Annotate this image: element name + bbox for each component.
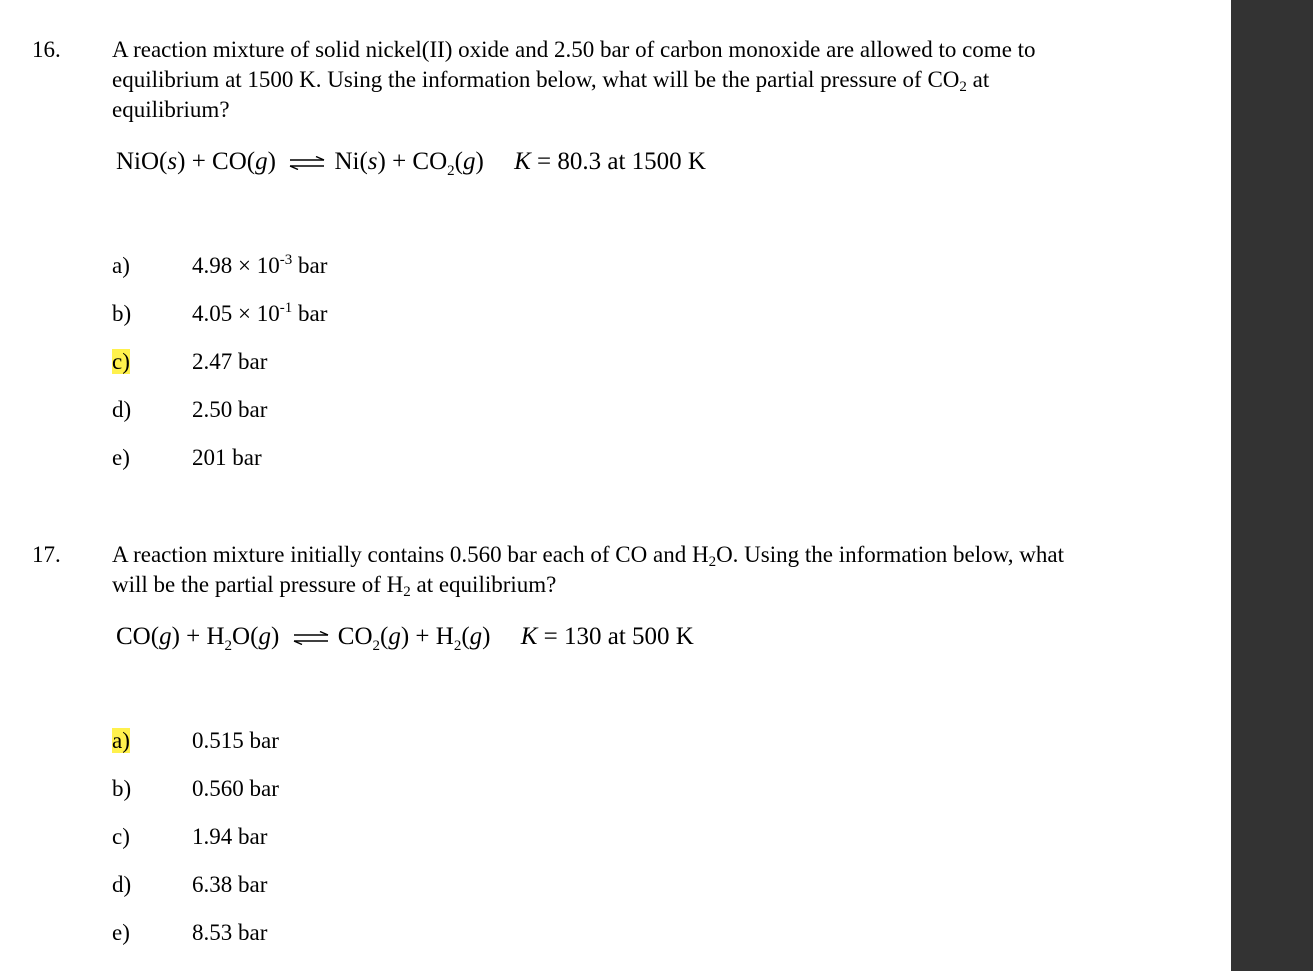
option-value: $4.98 \times 10^{-3}$ bar <box>192 252 328 278</box>
option-value: 6.38 bar <box>192 872 268 897</box>
option-value: 1.94 bar <box>192 824 268 849</box>
equilibrium-arrow-icon <box>288 156 326 170</box>
option-value: 8.53 bar <box>192 920 268 945</box>
option-letter-highlighted: c) <box>112 349 130 374</box>
viewer-side-panel <box>1231 0 1313 971</box>
option-letter: b) <box>112 301 132 326</box>
equilibrium-equation: $CO(g) + H_2O(g) CO_2(g) + H_2(g) K = 130$ at 500 K <box>116 623 694 654</box>
question-number: 16. <box>32 37 61 62</box>
question-number: 17. <box>32 542 61 567</box>
question-text: A reaction mixture initially contains 0.560 bar each of CO and $H_2O$. Using the information below, what will be the partial pressure of $H_2$ at equilibrium? <box>112 542 1064 600</box>
equilibrium-equation: NiO(s) + CO(g) $Ni(s) + CO_2(g) K = 80.3$ at 1500 K <box>116 148 706 179</box>
option-value: $4.05 \times 10^{-1}$ bar <box>192 300 328 326</box>
option-value: 0.560 bar <box>192 776 279 801</box>
option-letter: c) <box>112 824 130 849</box>
option-value: 0.515 bar <box>192 728 279 753</box>
option-letter: e) <box>112 445 130 470</box>
option-letter: e) <box>112 920 130 945</box>
option-value: 2.50 bar <box>192 397 268 422</box>
option-letter: d) <box>112 872 132 897</box>
option-value: 2.47 bar <box>192 349 268 374</box>
option-letter: a) <box>112 253 130 278</box>
question-text: A reaction mixture of solid nickel(II) oxide and 2.50 bar of carbon monoxide are allowed to come to equilibrium at 1500 K. Using the information below, what will be the partial pressure of $CO_2$ at equilibrium? <box>112 37 1036 122</box>
option-value: 201 bar <box>192 445 262 470</box>
equilibrium-arrow-icon <box>292 631 330 645</box>
option-letter: b) <box>112 776 132 801</box>
option-letter: d) <box>112 397 132 422</box>
option-letter-highlighted: a) <box>112 728 130 753</box>
